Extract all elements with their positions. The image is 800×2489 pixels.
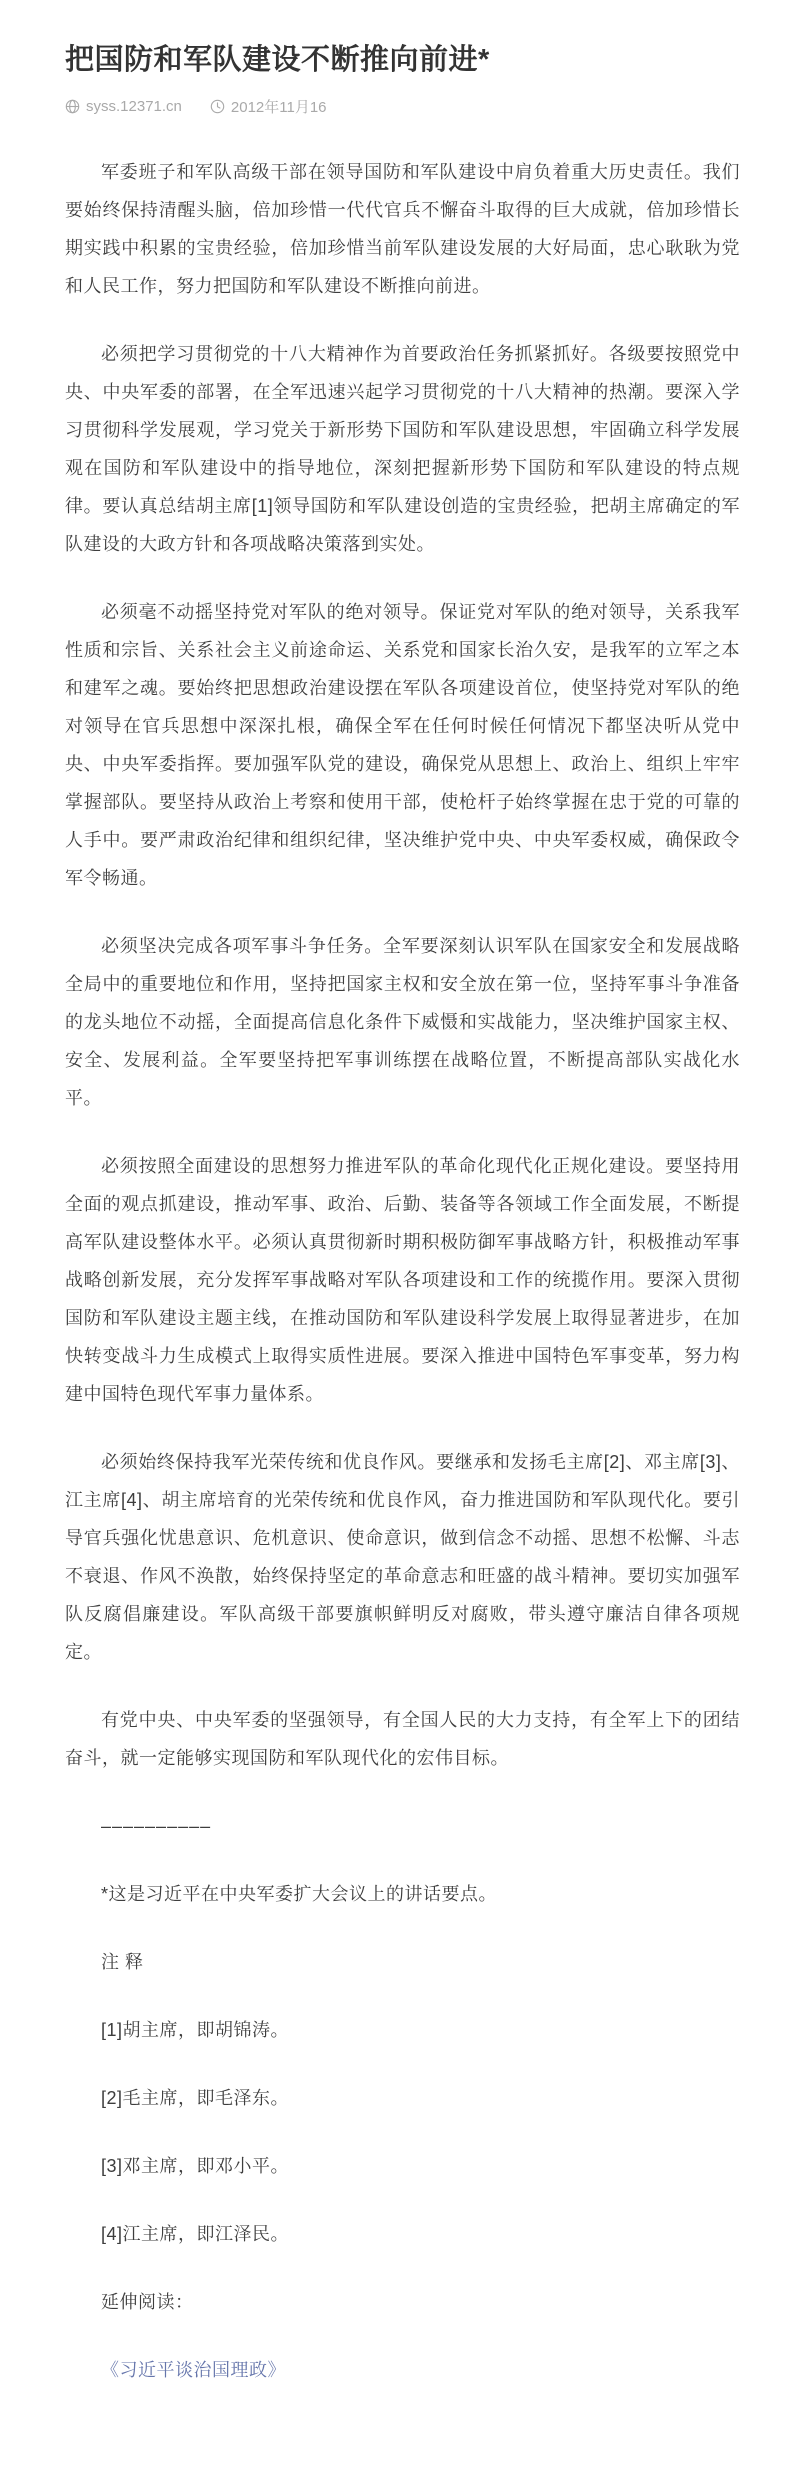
paragraph: 军委班子和军队高级干部在领导国防和军队建设中肩负着重大历史责任。我们要始终保持清醒头脑，倍加珍惜一代代官兵不懈奋斗取得的巨大成就，倍加珍惜长期实践中积累的宝贵经验，倍加珍惜当前军队建设发展的大好局面，忠心耿耿为党和人民工作，努力把国防和军队建设不断推向前进。: [65, 161, 740, 296]
page-title: 把国防和军队建设不断推向前进*: [65, 44, 490, 76]
paragraph: 必须把学习贯彻党的十八大精神作为首要政治任务抓紧抓好。各级要按照党中央、中央军委的部署，在全军迅速兴起学习贯彻党的十八大精神的热潮。要深入学习贯彻科学发展观，学习党关于新形势下国防和军队建设思想，牢固确立科学发展观在国防和军队建设中的指导地位，深刻把握新形势下国防和军队建设的特点规律。要认真总结胡主席[1]领导国防和军队建设创造的宝贵经验，把胡主席确定的军队建设的大政方针和各项战略决策落到实处。: [65, 343, 740, 554]
source-text: syss.12371.cn: [86, 97, 182, 115]
paragraph: 必须坚决完成各项军事斗争任务。全军要深刻认识军队在国家安全和发展战略全局中的重要地位和作用，坚持把国家主权和安全放在第一位，坚持军事斗争准备的龙头地位不动摇，全面提高信息化条件下威慑和实战能力，坚决维护国家主权、安全、发展利益。全军要坚持把军事训练摆在战略位置，不断提高部队实战化水平。: [65, 935, 740, 1108]
paragraph: 必须毫不动摇坚持党对军队的绝对领导。保证党对军队的绝对领导，关系我军性质和宗旨、关系社会主义前途命运、关系党和国家长治久安，是我军的立军之本和建军之魂。要始终把思想政治建设摆在军队各项建设首位，使坚持党对军队的绝对领导在官兵思想中深深扎根，确保全军在任何时候任何情况下都坚决听从党中央、中央军委指挥。要加强军队党的建设，确保党从思想上、政治上、组织上牢牢掌握部队。要坚持从政治上考察和使用干部，使枪杆子始终掌握在忠于党的可靠的人手中。要严肃政治纪律和组织纪律，坚决维护党中央、中央军委权威，确保政令军令畅通。: [65, 601, 740, 888]
divider: ––––––––––: [101, 1815, 212, 1836]
date-meta: [210, 96, 327, 117]
clock-icon: [210, 99, 225, 114]
date-text: 2012年11月16: [230, 98, 327, 116]
extended-reading-label: 延伸阅读：: [101, 2291, 194, 2312]
paragraph: 必须按照全面建设的思想努力推进军队的革命化现代化正规化建设。要坚持用全面的观点抓建设，推动军事、政治、后勤、装备等各领域工作全面发展，不断提高军队建设整体水平。必须认真贯彻新时期积极防御军事战略方针，积极推动军事战略创新发展，充分发挥军事战略对军队各项建设和工作的统揽作用。要深入贯彻国防和军队建设主题主线，在推动国防和军队建设科学发展上取得显著进步，在加快转变战斗力生成模式上取得实质性进展。要深入推进中国特色军事变革，努力构建中国特色现代军事力量体系。: [65, 1155, 740, 1404]
paragraph: 有党中央、中央军委的坚强领导，有全国人民的大力支持，有全军上下的团结奋斗，就一定能够实现国防和军队现代化的宏伟目标。: [65, 1709, 740, 1768]
footnote-source: *这是习近平在中央军委扩大会议上的讲话要点。: [101, 1883, 498, 1904]
globe-icon: [65, 99, 80, 114]
paragraph: 必须始终保持我军光荣传统和优良作风。要继承和发扬毛主席[2]、邓主席[3]、江主席[4]、胡主席培育的光荣传统和优良作风，奋力推进国防和军队现代化。要引导官兵强化忧患意识、危机意识、使命意识，做到信念不动摇、思想不松懈、斗志不衰退、作风不涣散，始终保持坚定的革命意志和旺盛的战斗精神。要切实加强军队反腐倡廉建设。军队高级干部要旗帜鲜明反对腐败，带头遵守廉洁自律各项规定。: [65, 1451, 740, 1662]
note-item: [3]邓主席，即邓小平。: [101, 2155, 290, 2176]
source-meta: [65, 98, 182, 115]
notes-heading: 注 释: [101, 1951, 144, 1972]
extended-reading-row: [65, 2351, 740, 2389]
note-item: [2]毛主席，即毛泽东。: [101, 2087, 290, 2108]
article-meta: [65, 96, 740, 117]
article-body: [65, 153, 740, 2389]
extended-reading-link[interactable]: 《习近平谈治国理政》: [101, 2359, 286, 2380]
note-item: [4]江主席，即江泽民。: [101, 2223, 290, 2244]
note-item: [1]胡主席，即胡锦涛。: [101, 2019, 290, 2040]
